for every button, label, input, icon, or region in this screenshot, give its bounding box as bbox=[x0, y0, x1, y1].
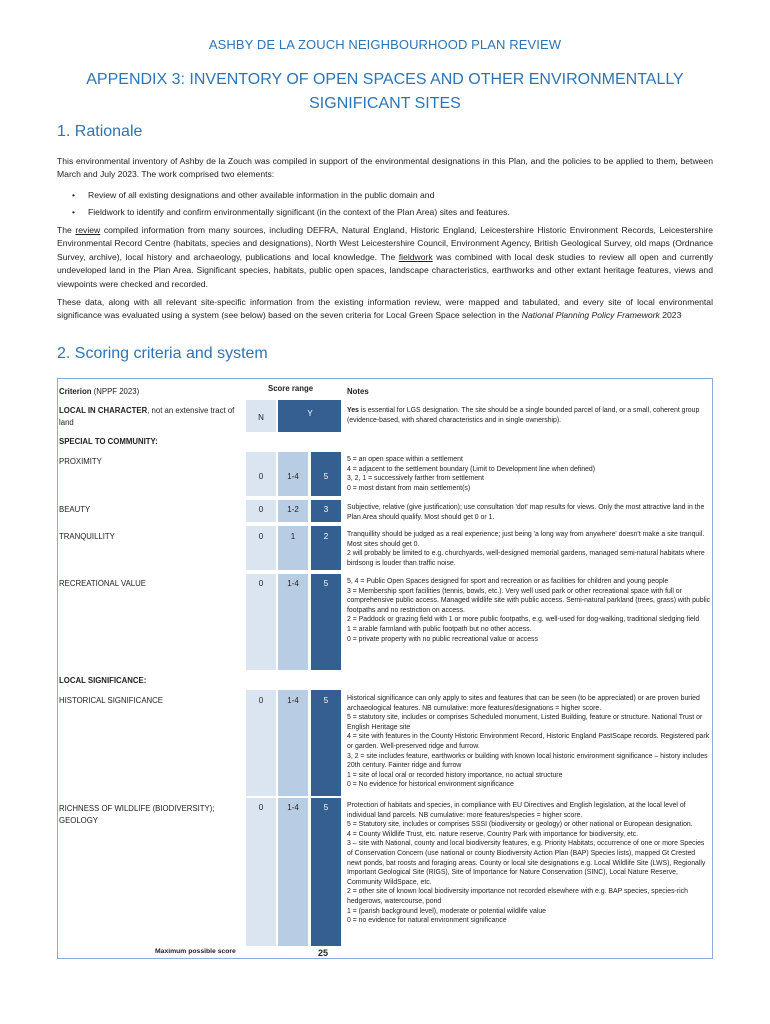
criterion-wildlife: RICHNESS OF WILDLIFE (BIODIVERSITY); GEOLOGY bbox=[59, 804, 215, 825]
criterion-historical: HISTORICAL SIGNIFICANCE bbox=[59, 696, 163, 705]
notes-wildlife: Protection of habitats and species, in compliance with EU Directives and English legislation, at the local level of individual land parcels. NB cumulative: more features/species = higher score. 5 = Statutory site, includes or comprises SSSI (biodiversity or geology) or other national or European designation. 4 = County Wildlife Trust, etc. nature reserve, Country Park with importance for biodiversity, etc. 3 – site with National, county and local biodiversity features, e.g. Priority Habitats, occurrence of one or more Species of Conservation Concern (use national or county Biodiversity Action Plan (BAP) Species lists), mapped Gt Crested newt ponds, bat roosts and foraging areas. County or local site designations e.g. Local Wildlife Site (LWS), Regionally Important Geological Site (RIGS), Site of Importance for Nature Conservation (SINC), Local Nature Reserve, Community WildSpace, etc. 2 = other site of known local biodiversity importance not recorded elsewhere with e.g. BAP species, species-rich hedgerows, watercourse, pond 1 = (parish background level), moderate or potential wildlife value 0 = no evidence for natural environment significance bbox=[347, 802, 706, 925]
document-header: ASHBY DE LA ZOUCH NEIGHBOURHOOD PLAN REVIEW bbox=[208, 37, 562, 52]
intro-paragraph: This environmental inventory of Ashby de la Zouch was compiled in support of the environmental designations in this Plan, and the policies to be applied to them, between March and July 2023. The work comprised two elements: bbox=[57, 156, 713, 180]
score-mid: 1-2 bbox=[287, 505, 299, 514]
score-max: 2 bbox=[323, 532, 329, 541]
band-max bbox=[311, 574, 341, 670]
score-max: 5 bbox=[323, 696, 329, 705]
score-max: 5 bbox=[323, 579, 329, 588]
score-mid: 1-4 bbox=[287, 696, 299, 705]
score-n-label: N bbox=[258, 413, 264, 422]
notes-historical: Historical significance can only apply to sites and features that can be seen (to be appreciated) or are proven buried archaeological features. NB cumulative: more features/designations = higher score. 5 = statutory site, includes or comprises Scheduled monument, Listed Building, feature or structure. National Trust or English Heritage site 4 = site with features in the County Historic Environment Record, Historic England PastScape records. Registered park or garden. Well-preserved ridge and furrow. 3, 2 = site includes feature, earthworks or building with known local historic environment significance – history includes 20th century. Fainter ridge and furrow 1 = site of local oral or recorded history importance, no actual structure 0 = No evidence for historical environment significance bbox=[347, 695, 710, 789]
band-mid bbox=[278, 574, 308, 670]
score-mid: 1-4 bbox=[287, 803, 299, 812]
review-term: review bbox=[75, 225, 101, 235]
max-score-label: Maximum possible score bbox=[155, 948, 236, 955]
criterion-recreational: RECREATIONAL VALUE bbox=[59, 579, 146, 588]
band-min bbox=[246, 798, 276, 946]
bullet-item: • Fieldwork to identify and confirm environmentally significant (in the context of the Plan Area) sites and features. bbox=[72, 207, 510, 217]
score-max: 5 bbox=[323, 472, 329, 481]
fieldwork-term: fieldwork bbox=[398, 251, 433, 262]
bullet-text: Fieldwork to identify and confirm environmentally significant (in the context of the Plan Area) sites and features. bbox=[88, 207, 510, 217]
evaluation-paragraph: These data, along with all relevant site-specific information from the existing information review, were mapped and tabulated, and every site of local environmental significance was evaluated using a system (see below) based on the seven criteria for Local Green Space selection in the National Planning Policy Framework 2023 bbox=[57, 297, 713, 321]
notes-proximity: 5 = an open space within a settlement 4 = adjacent to the settlement boundary (Limit to Development line when defined) 3, 2, 1 = successively farther from settlement 0 = most distant from main settlement(s) bbox=[347, 456, 596, 492]
appendix-title: APPENDIX 3: INVENTORY OF OPEN SPACES AND OTHER ENVIRONMENTALLY SIGNIFICANT SITES bbox=[86, 71, 684, 112]
group-heading-special: SPECIAL TO COMMUNITY: bbox=[59, 437, 158, 446]
score-mid: 1 bbox=[290, 532, 296, 541]
score-max: 5 bbox=[323, 803, 329, 812]
sources-paragraph: The review compiled information from many sources, including DEFRA, Natural England, Historic England, Leicestershire Historic Environment Records, Leicestershire Environmental Record Centre (habitats, species and designations), North West Leicestershire Council, Environment Agency, British Geological Survey, old maps (Ordnance Survey, archive), local history and archaeology, publications and local knowledge. The fieldwork was combined with local desk studies to review all open and currently undeveloped land in the Plan Area. Significant species, habitats, public open spaces, landscape characteristics, earthworks and other extant heritage features, views and viewpoints were checked and recorded. bbox=[57, 225, 713, 289]
criterion-local-character: LOCAL IN CHARACTER, not an extensive tract of land bbox=[59, 406, 235, 427]
nppf-reference: National Planning Policy Framework bbox=[521, 310, 660, 321]
score-min: 0 bbox=[258, 696, 264, 705]
header-criterion: Criterion (NPPF 2023) bbox=[59, 387, 140, 396]
header-notes: Notes bbox=[347, 387, 369, 396]
bullet-item: • Review of all existing designations and other available information in the public domain and bbox=[72, 190, 435, 200]
band-min bbox=[246, 690, 276, 796]
band-min bbox=[246, 574, 276, 670]
band-max bbox=[311, 690, 341, 796]
criterion-beauty: BEAUTY bbox=[59, 505, 91, 514]
notes-tranquillity: Tranquillity should be judged as a real experience; just being 'a long way from anywhere' doesn't make a site tranquil. Most sites should get 0. 2 will probably be limited to e.g. churchyards, well-designed memorial gardens, managed semi-natural habitats where birdsong is louder than traffic noise. bbox=[347, 531, 705, 567]
score-min: 0 bbox=[258, 803, 264, 812]
bullet-text: Review of all existing designations and other available information in the public domain and bbox=[88, 190, 435, 200]
notes-recreational: 5, 4 = Public Open Spaces designed for sport and recreation or as facilities for children and young people 3 = Membership sport facilities (tennis, bowls, etc.). Very well used park or other recreational space with full or comprehensive public access. Managed wildlife site with public access. Semi-natural parkland (trees, grass) with public footpaths and no restriction on access. 2 = Paddock or grazing field with 1 or more public footpaths, e.g. well-used for dog-walking, traditional sledging field 1 = arable farmland with public footpath but no other access. 0 = private property with no public recreational value or access bbox=[347, 578, 711, 643]
max-score-value: 25 bbox=[318, 948, 329, 958]
header-score-range: Score range bbox=[268, 384, 314, 393]
score-min: 0 bbox=[258, 472, 264, 481]
score-y-label: Y bbox=[307, 409, 313, 418]
section-heading-rationale: 1. Rationale bbox=[57, 123, 143, 140]
criterion-proximity: PROXIMITY bbox=[59, 457, 102, 466]
group-heading-local-significance: LOCAL SIGNIFICANCE: bbox=[59, 676, 147, 685]
notes-beauty: Subjective, relative (give justification); use consultation 'dot' map results for views. Only the most attractive land in the Plan Area should qualify. Most should get 0 or 1. bbox=[347, 504, 705, 521]
score-min: 0 bbox=[258, 505, 264, 514]
score-max: 3 bbox=[323, 505, 329, 514]
band-mid bbox=[278, 798, 308, 946]
score-min: 0 bbox=[258, 579, 264, 588]
score-mid: 1-4 bbox=[287, 579, 299, 588]
notes-local-character: Yes is essential for LGS designation. The site should be a single bounded parcel of land, or a small, coherent group (evidence-based, with shared characteristics and in single ownership). bbox=[347, 407, 700, 424]
criterion-tranquillity: TRANQUILLITY bbox=[59, 532, 115, 541]
section-heading-scoring: 2. Scoring criteria and system bbox=[57, 345, 268, 362]
band-max bbox=[311, 798, 341, 946]
band-mid bbox=[278, 690, 308, 796]
score-mid: 1-4 bbox=[287, 472, 299, 481]
score-min: 0 bbox=[258, 532, 264, 541]
